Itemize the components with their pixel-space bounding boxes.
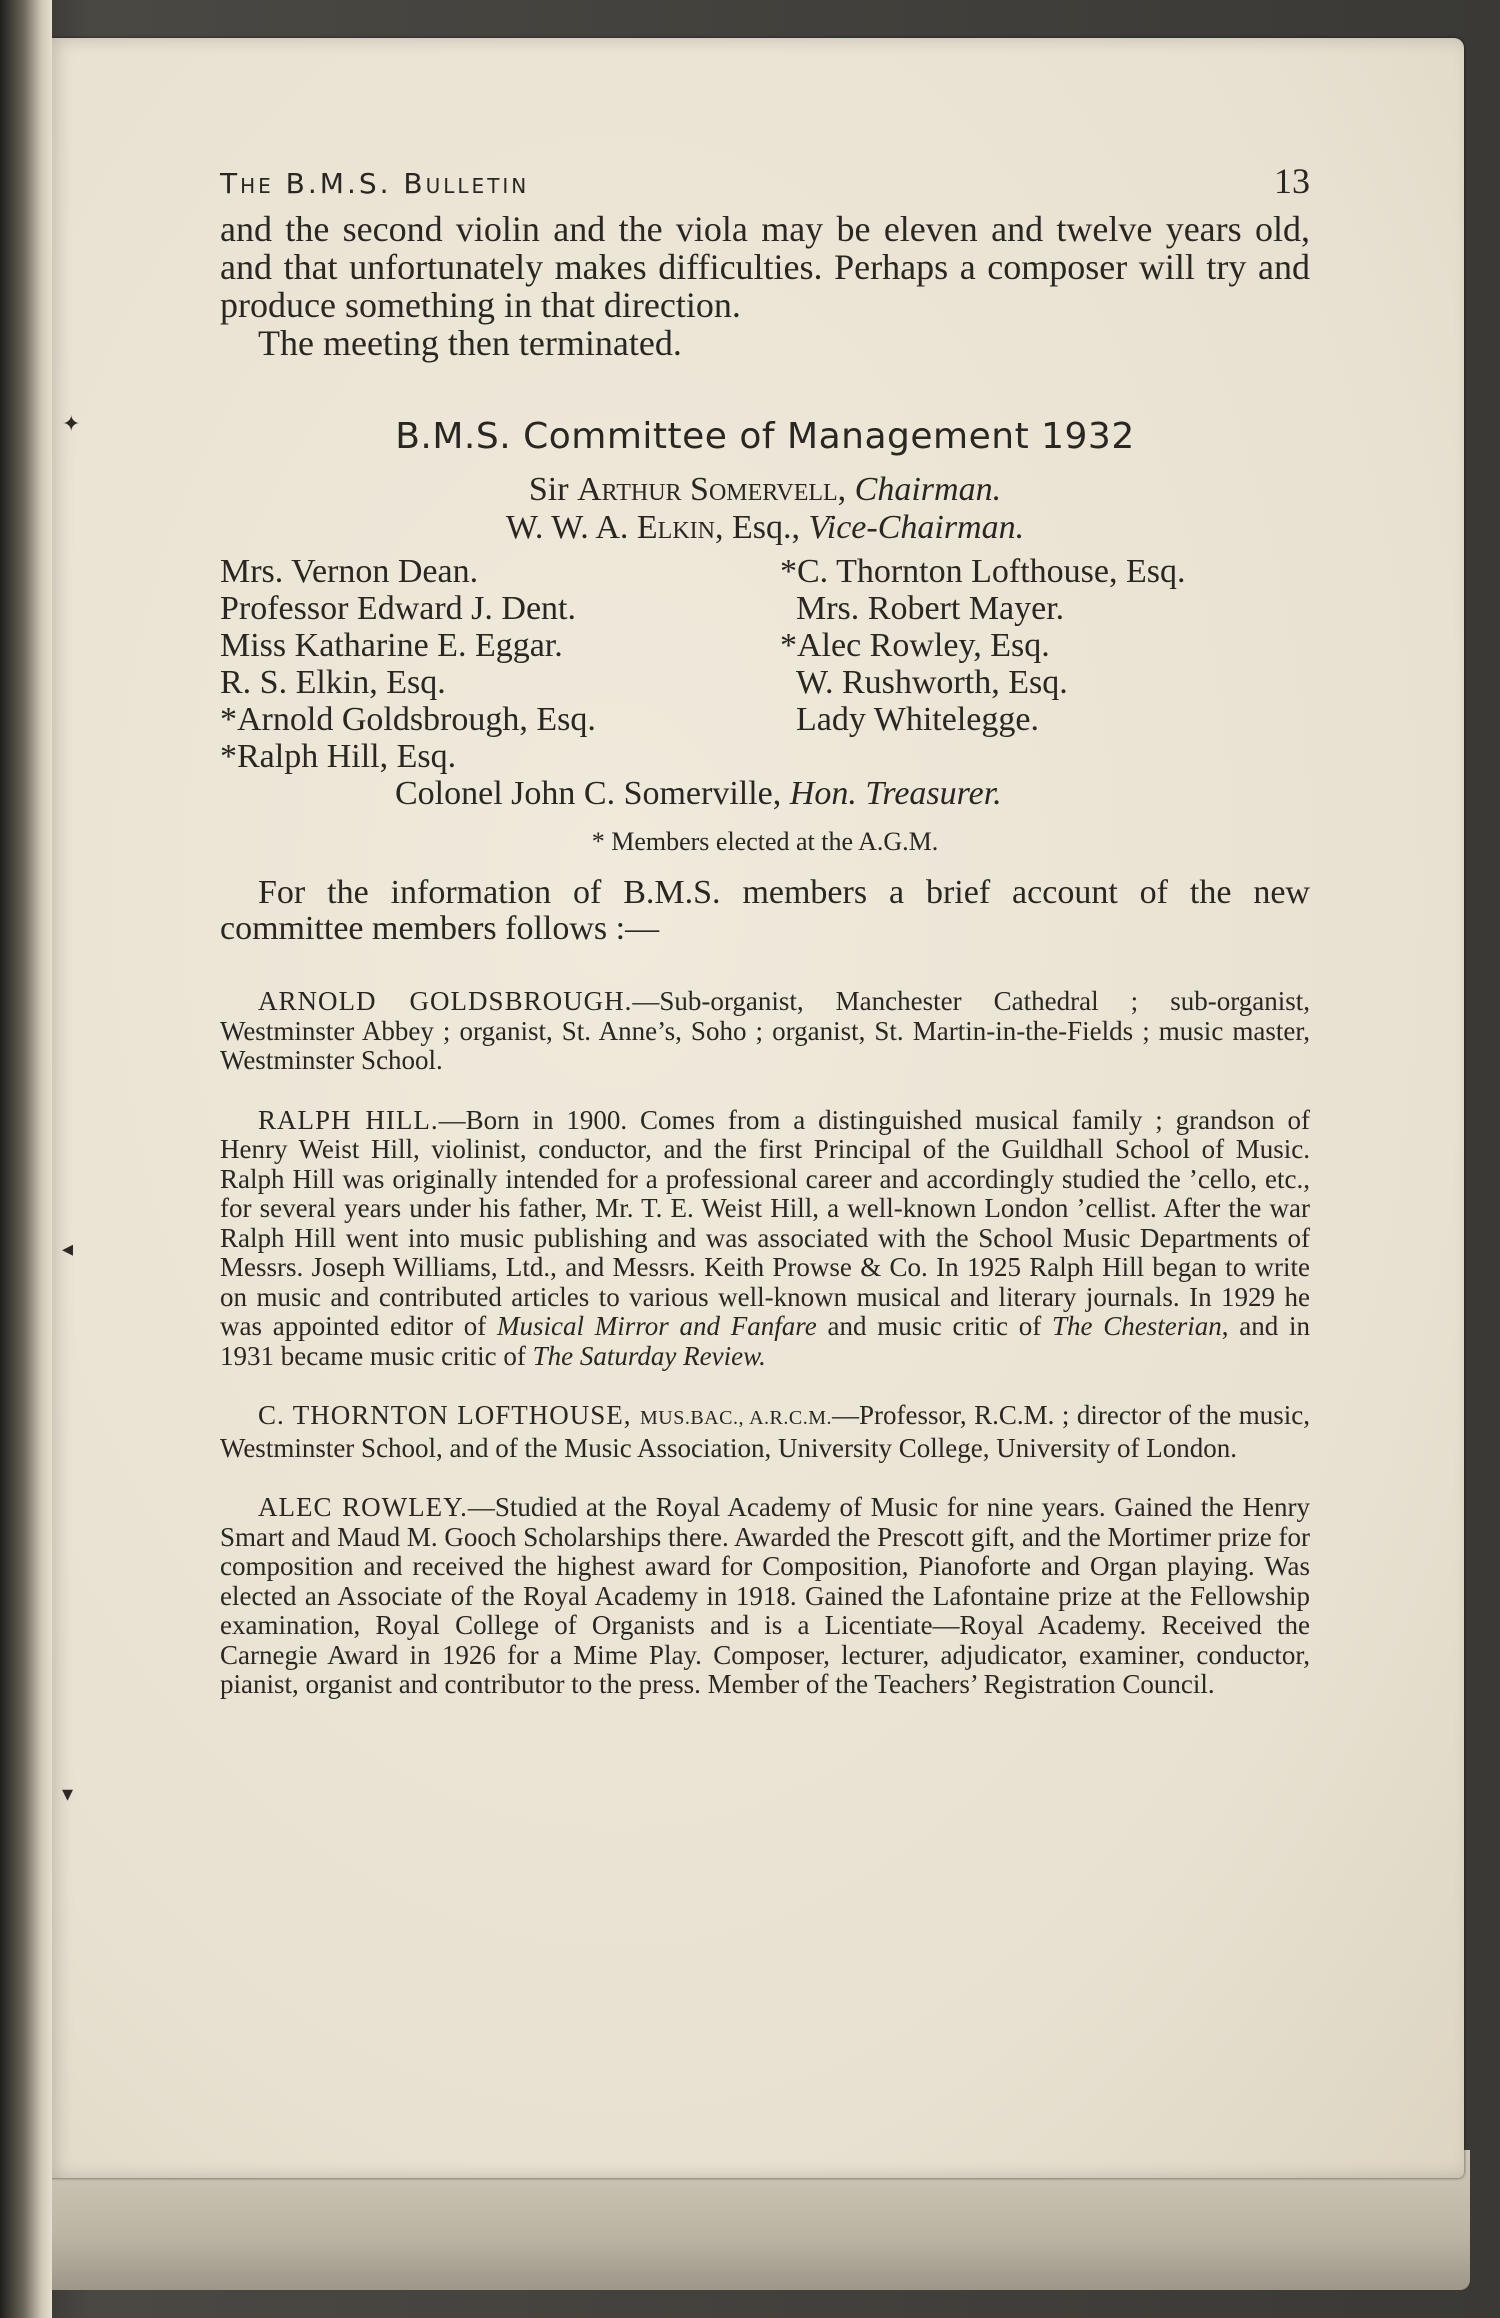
binding-stitch-icon: ◂ (62, 1237, 74, 1262)
page-content (220, 160, 1310, 1730)
member-item: Professor Edward J. Dent. (220, 590, 576, 627)
vice-chairman-role: Vice-Chairman. (808, 509, 1025, 546)
bio-text: —Sub-organist, Manchester Cathedral ; sub-organist, Westminster Abbey ; organist, St. Anne’s, Soho ; organist, St. Martin-in-the-Fields ; music master, Westminster School. (220, 986, 1310, 1075)
bio-degrees: MUS.BAC., A.R.C.M. (639, 1407, 832, 1429)
member-item: Mrs. Vernon Dean. (220, 553, 479, 590)
vice-chairman-prefix: W. W. A. (505, 509, 637, 546)
bio-text: —Born in 1900. Comes from a distinguished musical family ; grandson of Henry Weist Hill, violinist, conductor, and the first Principal of the Guildhall School of Music. Ralph Hill was originally intended for a professional career and accordingly studied the ’cello, etc., for several years under his father, Mr. T. E. Weist Hill, a well-known London ’cellist. After the war Ralph Hill went into music publishing and was associated with the School Music Departments of Messrs. Joseph Williams, Ltd., and Messrs. Keith Prowse & Co. In 1925 Ralph Hill began to write on music and contributed articles to various well-known musical and literary journals. In 1929 he was appointed editor of (220, 1104, 1310, 1341)
binding-stitch-icon: ✦ (62, 412, 81, 437)
bio-goldsbrough (220, 987, 1310, 1076)
bio-name: ARNOLD GOLDSBROUGH. (258, 986, 633, 1016)
binding-stitch-icon: ▾ (62, 1782, 74, 1807)
vice-chairman-line (220, 509, 1310, 547)
member-item: R. S. Elkin, Esq. (220, 664, 446, 701)
committee-heading: B.M.S. Committee of Management 1932 (395, 416, 1135, 457)
members-left-column (220, 553, 780, 775)
bio-italic: The Chesterian (1051, 1311, 1222, 1341)
page-number: 13 (1274, 161, 1310, 201)
treasurer-role: Hon. Treasurer. (789, 775, 1002, 812)
bio-text: —Professor, R.C.M. ; director of the music, Westminster School, and of the Music Association, University College, University of London. (220, 1400, 1311, 1463)
bio-name: RALPH HILL. (258, 1104, 439, 1135)
bio-rowley (220, 1493, 1310, 1700)
members-list (220, 553, 1310, 775)
running-head-title: The B.M.S. Bulletin (220, 167, 530, 200)
vice-chairman-suffix: , Esq., (715, 509, 809, 546)
chairman-role: Chairman. (854, 471, 1002, 508)
bio-text: and music critic of (816, 1311, 1052, 1341)
bio-italic: Musical Mirror and Fanfare (496, 1311, 817, 1341)
vice-chairman-name: Elkin (636, 509, 715, 546)
member-item: Miss Katharine E. Eggar. (220, 627, 563, 664)
bio-hill (220, 1106, 1310, 1372)
bio-lofthouse (220, 1401, 1310, 1463)
bio-text: —Studied at the Royal Academy of Music for nine years. Gained the Henry Smart and Maud M. Gooch Scholarships there. Awarded the Prescott gift, and the Mortimer prize for composition and received the highest award for Composition, Pianoforte and Organ playing. Was elected an Associate of the Royal Academy in 1918. Gained the Lafontaine prize at the Fellowship examination, Royal College of Organists and is a Licentiate—Royal Academy. Received the Carnegie Award in 1926 for a Mime Play. Composer, lecturer, adjudicator, examiner, conductor, pianist, organist and contributor to the press. Member of the Teachers’ Registration Council. (220, 1492, 1310, 1699)
closing-line: The meeting then terminated. (258, 323, 682, 363)
footnote: * Members elected at the A.G.M. (591, 827, 939, 856)
opening-paragraph: and the second violin and the viola may be eleven and twelve years old, and that unfortunately makes difficulties. Perhaps a composer will try and produce something in that direction. (220, 209, 1310, 325)
bio-name: C. THORNTON LOFTHOUSE, (258, 1400, 640, 1430)
intro-paragraph: For the information of B.M.S. members a brief account of the new committee members follows :— (220, 874, 1310, 947)
treasurer-name: Colonel John C. Somerville, (395, 775, 790, 812)
running-head (220, 160, 1310, 210)
chairman-prefix: Sir (528, 471, 578, 508)
member-item: *Arnold Goldsbrough, Esq. (220, 701, 596, 738)
member-item: Lady Whitelegge. (796, 701, 1039, 738)
bio-italic: The Saturday Review. (532, 1340, 766, 1371)
chairman-line: Sir Arthur Somervell, Chairman. (528, 471, 1002, 508)
member-item: W. Rushworth, Esq. (796, 664, 1068, 701)
members-right-column (780, 553, 1300, 775)
bio-text: , and in 1931 became music critic of (220, 1311, 1310, 1371)
bio-name: ALEC ROWLEY. (258, 1492, 468, 1522)
member-item: *C. Thornton Lofthouse, Esq. (780, 553, 1186, 590)
treasurer-line (220, 775, 1310, 813)
member-item: Mrs. Robert Mayer. (796, 590, 1065, 627)
binding-spine (0, 0, 52, 2318)
member-item: *Ralph Hill, Esq. (220, 738, 457, 775)
chairman-name: Arthur Somervell (577, 471, 838, 508)
member-item: *Alec Rowley, Esq. (780, 627, 1050, 664)
